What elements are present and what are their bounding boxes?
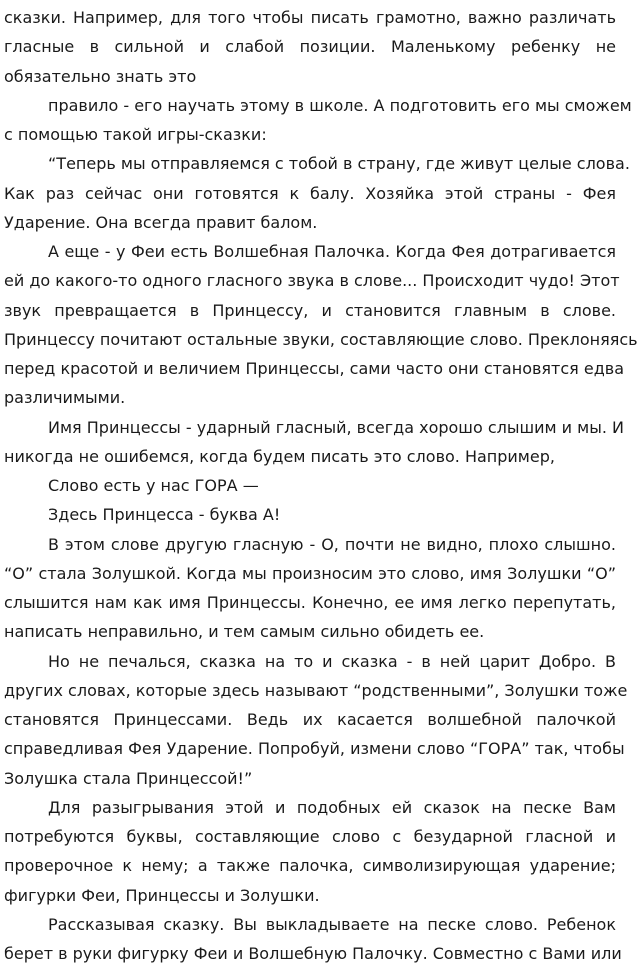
text-line: перед красотой и величием Принцессы, сами часто они становятся едва (4, 359, 625, 378)
text-line: Как раз сейчас они готовятся к балу. Хозяйка этой страны - Фея (4, 183, 616, 203)
text-line: проверочное к нему; а также палочка, символизирующая ударение; (4, 856, 616, 876)
text-line: сказки. Например, для того чтобы писать грамотно, важно различать (4, 8, 616, 27)
text-line: берет в руки фигурку Феи и Волшебную Палочку. Совместно с Вами или (4, 944, 622, 963)
text-line: гласные в сильной и слабой позиции. Маленькому ребенку не (4, 37, 616, 57)
text-line: Имя Принцессы - ударный гласный, всегда хорошо слышим и мы. И (48, 417, 624, 437)
text-line: Для разыгрывания этой и подобных ей сказок на песке Вам (48, 797, 616, 817)
text-line: Золушка стала Принцессой!” (4, 768, 253, 788)
text-line: различимыми. (4, 388, 126, 408)
text-line: Здесь Принцесса - буква А! (48, 505, 281, 525)
text-line: Но не печалься, сказка на то и сказка - в ней царит Добро. В (48, 651, 616, 671)
text-line: правило - его научать этому в школе. А подготовить его мы сможем (48, 95, 632, 115)
text-line: никогда не ошибемся, когда будем писать это слово. Например, (4, 446, 555, 466)
text-line: справедливая Фея Ударение. Попробуй, измени слово “ГОРА” так, чтобы (4, 739, 625, 759)
text-line: “Теперь мы отправляемся с тобой в страну, где живут целые слова. (48, 154, 630, 174)
text-line: Слово есть у нас ГОРА — (48, 476, 259, 495)
text-line: В этом слове другую гласную - О, почти не видно, плохо слышно. (48, 534, 616, 554)
text-line: слышится нам как имя Принцессы. Конечно, ее имя легко перепутать, (4, 593, 616, 612)
text-line: потребуются буквы, составляющие слово с безударной гласной и (4, 827, 616, 846)
text-line: А еще - у Феи есть Волшебная Палочка. Когда Фея дотрагивается (48, 242, 616, 261)
text-line: ей до какого-то одного гласного звука в слове... Происходит чудо! Этот (4, 271, 620, 291)
text-line: с помощью такой игры-сказки: (4, 125, 267, 144)
text-line: звук превращается в Принцессу, и становится главным в слове. (4, 300, 616, 320)
text-line: написать неправильно, и тем самым сильно обидеть ее. (4, 622, 485, 642)
text-line: обязательно знать это (4, 66, 197, 86)
text-line: становятся Принцессами. Ведь их касается волшебной палочкой (4, 710, 616, 729)
text-line: “О” стала Золушкой. Когда мы произносим это слово, имя Золушки “О” (4, 563, 616, 583)
text-line: фигурки Феи, Принцессы и Золушки. (4, 885, 320, 905)
text-line: Рассказывая сказку. Вы выкладываете на песке слово. Ребенок (48, 914, 616, 934)
text-line: других словах, которые здесь называют “родственными”, Золушки тоже (4, 680, 628, 700)
text-line: Ударение. Она всегда правит балом. (4, 212, 318, 232)
text-line: Принцессу почитают остальные звуки, составляющие слово. Преклоняясь (4, 329, 638, 349)
